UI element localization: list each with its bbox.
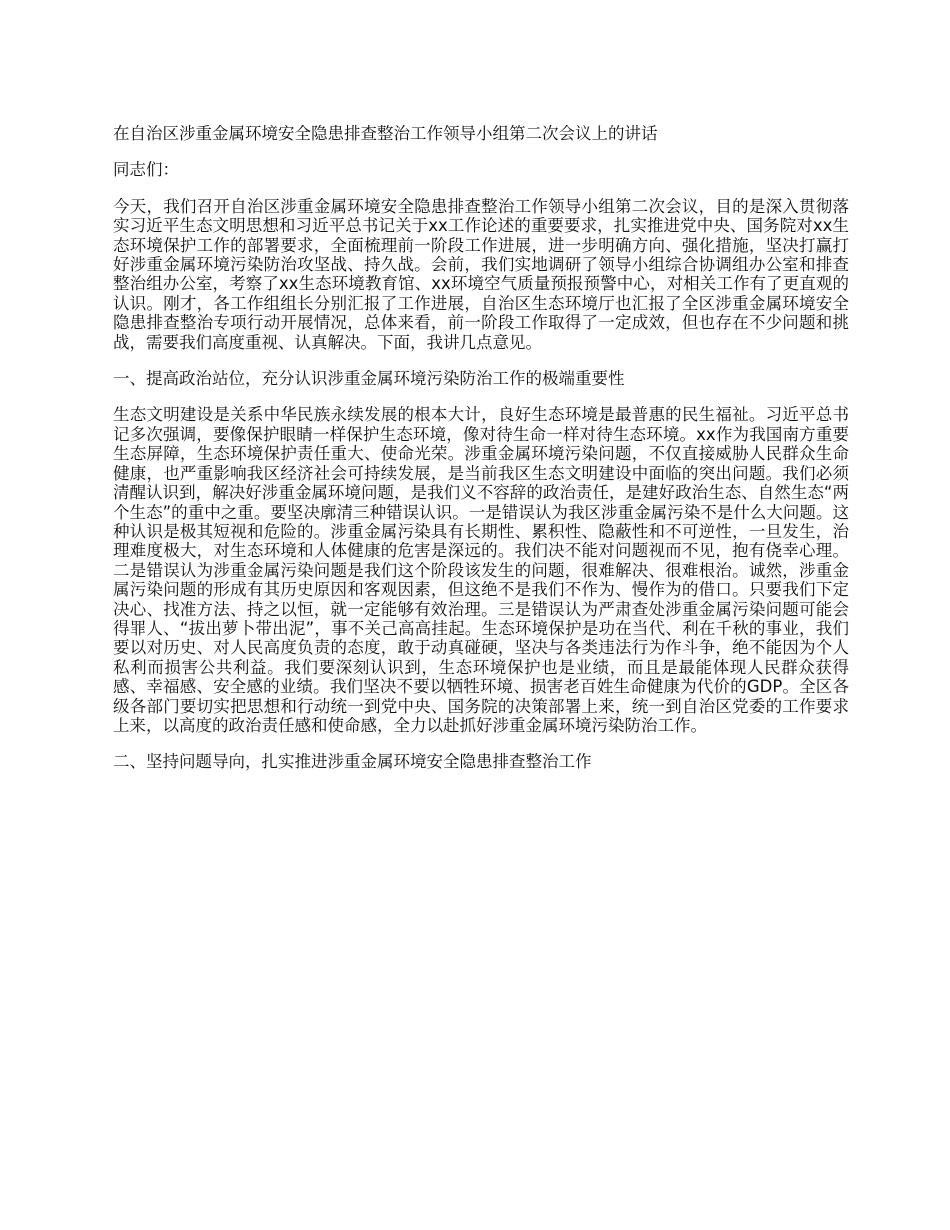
intro-paragraph: 今天，我们召开自治区涉重金属环境安全隐患排查整治工作领导小组第二次会议，目的是深入贯彻落实习近平生态文明思想和习近平总书记关于xx工作论述的重要要求，扎实推进党中央、国务院对xx生态环境保护工作的部署要求，全面梳理前一阶段工作进展，进一步明确方向、强化措施，坚决打赢打好涉重金属环境污染防治攻坚战、持久战。会前，我们实地调研了领导小组综合协调组办公室和排查整治组办公室，考察了xx生态环境教育馆、xx环境空气质量预报预警中心，对相关工作有了更直观的认识。刚才，各工作组组长分别汇报了工作进展，自治区生态环境厅也汇报了全区涉重金属环境安全隐患排查整治专项行动开展情况，总体来看，前一阶段工作取得了一定成效，但也存在不少问题和挑战，需要我们高度重视、认真解决。下面，我讲几点意见。	[113, 196, 849, 352]
section-1-body: 生态文明建设是关系中华民族永续发展的根本大计，良好生态环境是最普惠的民生福祉。习近平总书记多次强调，要像保护眼睛一样保护生态环境，像对待生命一样对待生态环境。xx作为我国南方重要生态屏障，生态环境保护责任重大、使命光荣。涉重金属环境污染问题，不仅直接威胁人民群众生命健康，也严重影响我区经济社会可持续发展，是当前我区生态文明建设中面临的突出问题。我们必须清醒认识到，解决好涉重金属环境问题，是我们义不容辞的政治责任，是建好政治生态、自然生态“两个生态”的重中之重。要坚决廓清三种错误认识。一是错误认为我区涉重金属污染不是什么大问题。这种认识是极其短视和危险的。涉重金属污染具有长期性、累积性、隐蔽性和不可逆性，一旦发生，治理难度极大，对生态环境和人体健康的危害是深远的。我们决不能对问题视而不见，抱有侥幸心理。二是错误认为涉重金属污染问题是我们这个阶段该发生的问题，很难解决、很难根治。诚然，涉重金属污染问题的形成有其历史原因和客观因素，但这绝不是我们不作为、慢作为的借口。只要我们下定决心、找准方法、持之以恒，就一定能够有效治理。三是错误认为严肃查处涉重金属污染问题可能会得罪人、“拔出萝卜带出泥”，事不关己高高挂起。生态环境保护是功在当代、利在千秋的事业，我们要以对历史、对人民高度负责的态度，敢于动真碰硬，坚决与各类违法行为作斗争，绝不能因为个人私利而损害公共利益。我们要深刻认识到，生态环境保护也是业绩，而且是最能体现人民群众获得感、幸福感、安全感的业绩。我们坚决不要以牺牲环境、损害老百姓生命健康为代价的GDP。全区各级各部门要切实把思想和行动统一到党中央、国务院的决策部署上来，统一到自治区党委的工作要求上来，以高度的政治责任感和使命感，全力以赴抓好涉重金属环境污染防治工作。	[113, 405, 849, 735]
section-1-heading: 一、提高政治站位，充分认识涉重金属环境污染防治工作的极端重要性	[113, 369, 625, 389]
section-2-heading: 二、坚持问题导向，扎实推进涉重金属环境安全隐患排查整治工作	[113, 752, 592, 772]
document-title: 在自治区涉重金属环境安全隐患排查整治工作领导小组第二次会议上的讲话	[113, 124, 658, 143]
greeting: 同志们：	[113, 160, 179, 180]
document-page	[113, 124, 849, 789]
